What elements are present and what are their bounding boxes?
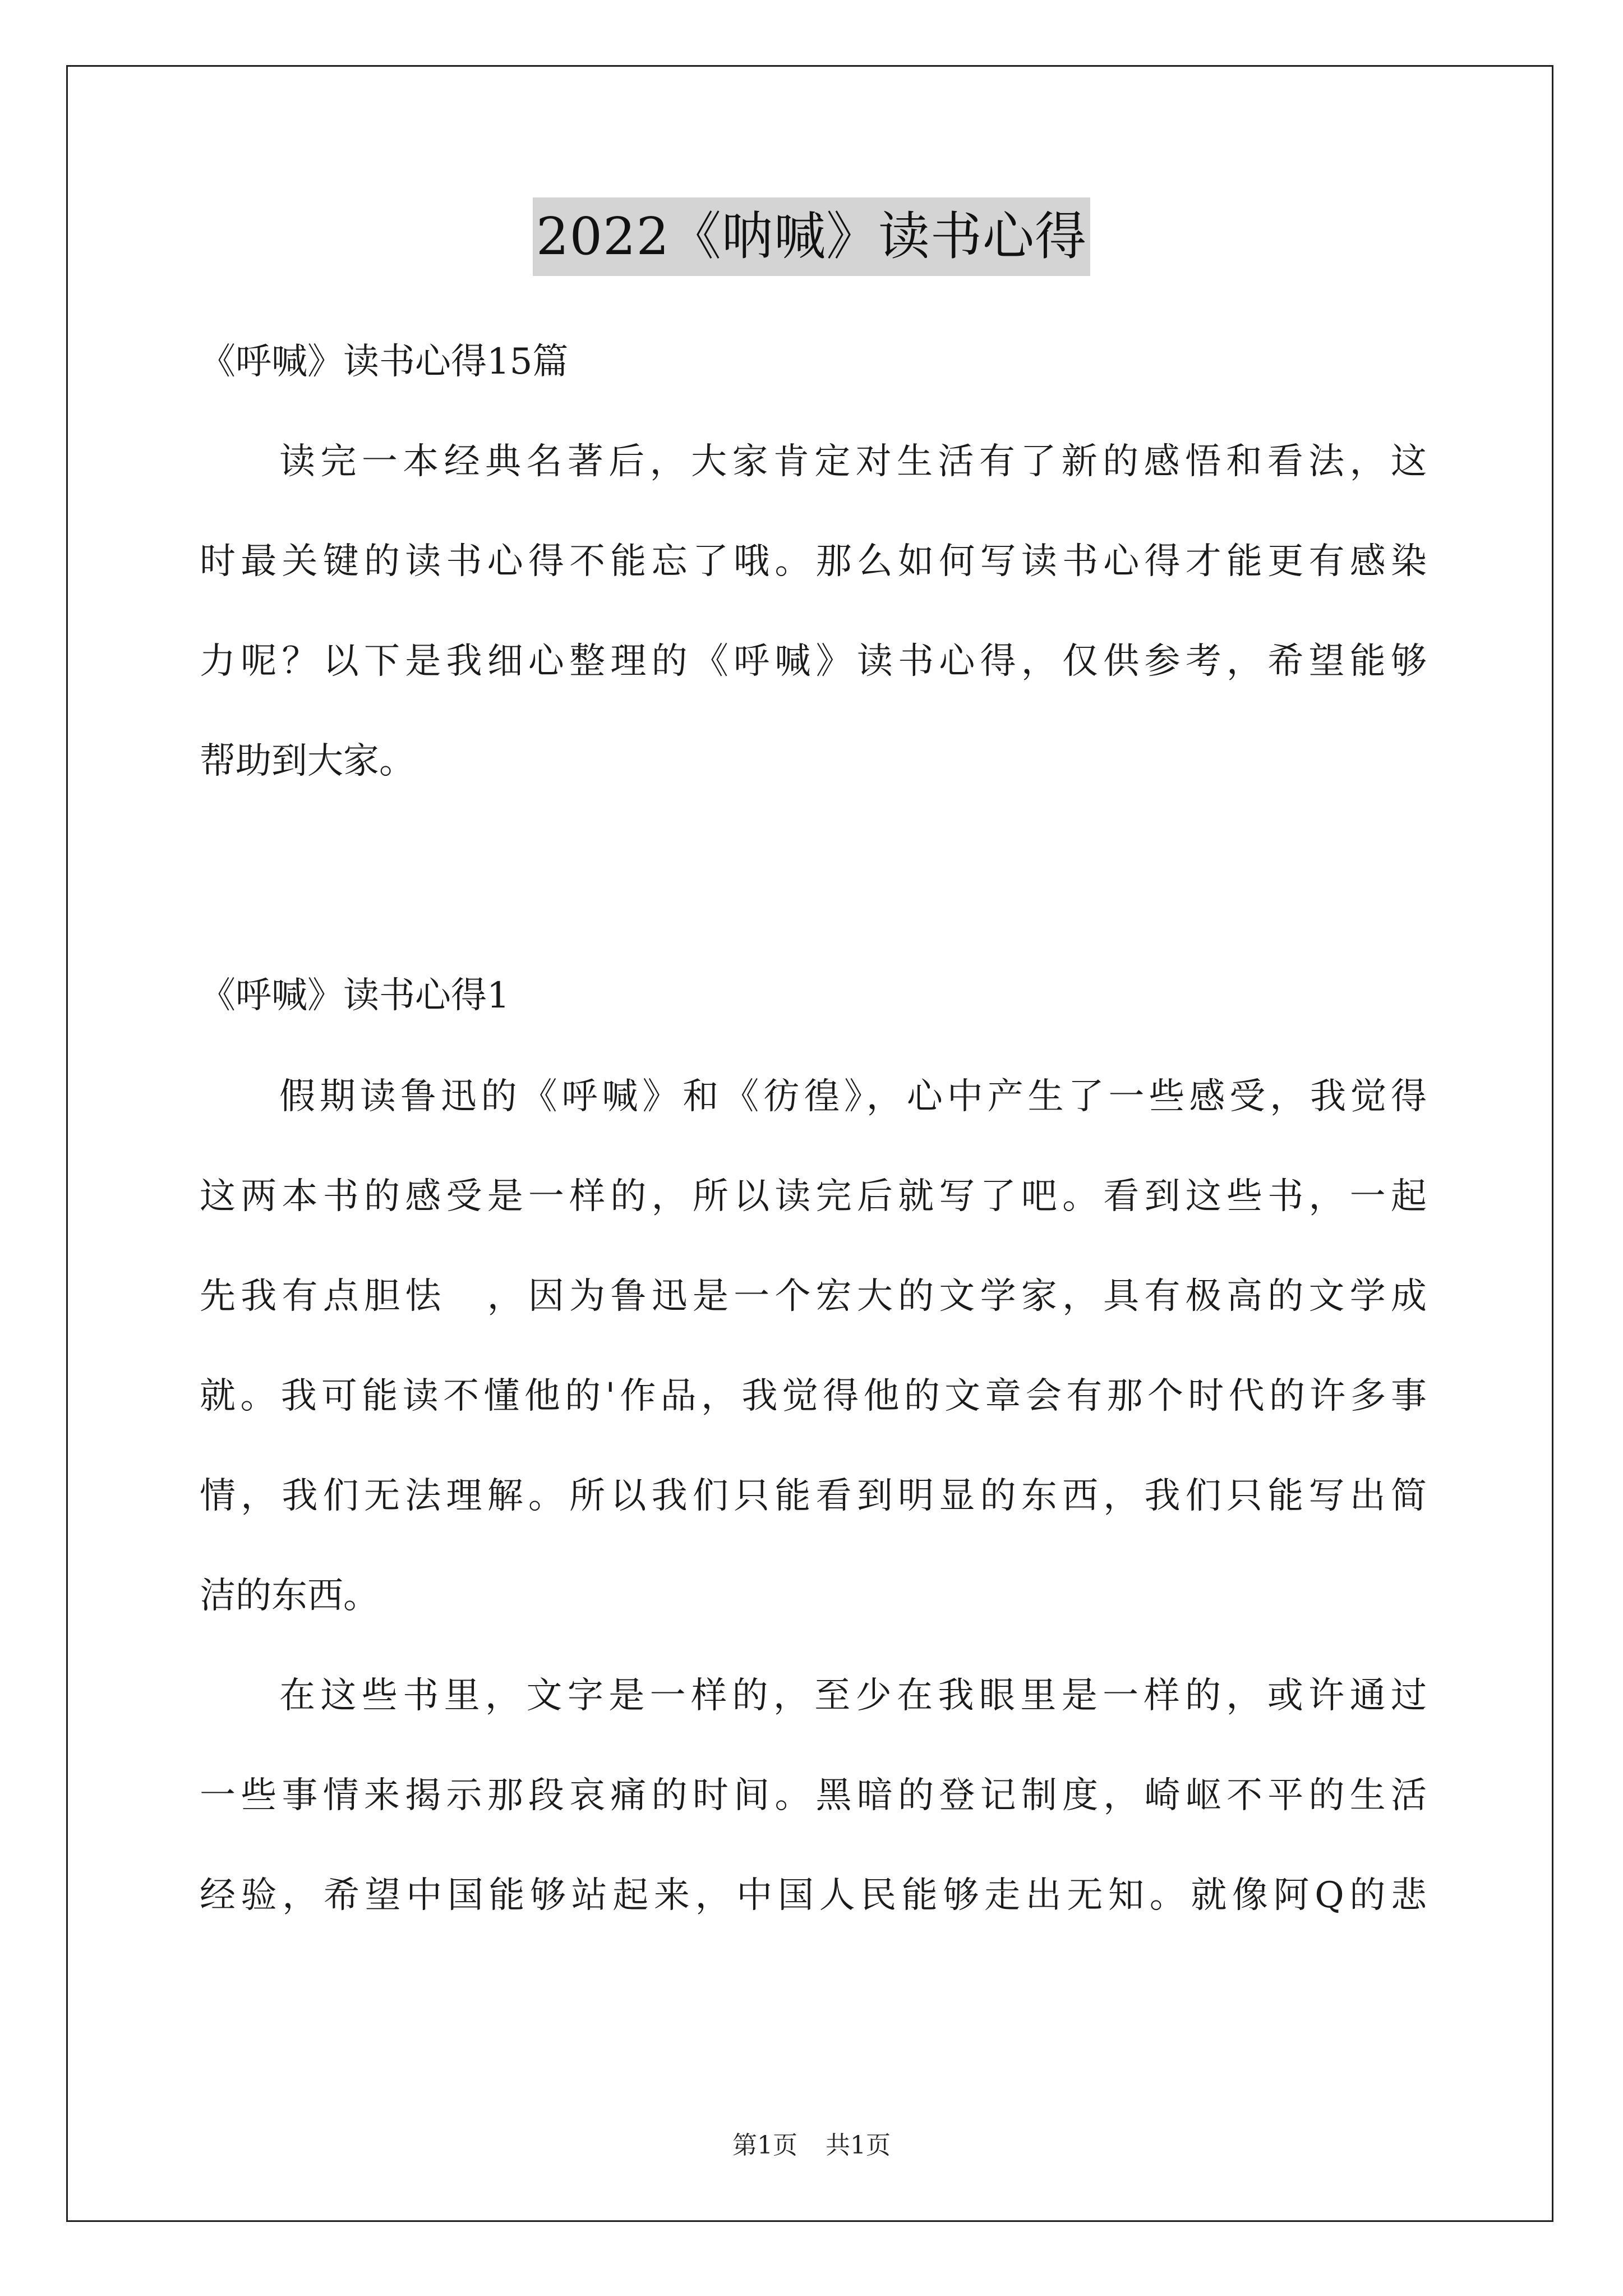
document-title: 2022《呐喊》读书心得 (533, 197, 1090, 276)
paragraph-line: 这两本书的感受是一样的，所以读完后就写了吧。看到这些书，一起 (200, 1176, 1427, 1217)
paragraph-line: 经验，希望中国能够站起来，中国人民能够走出无知。就像阿Q的悲 (200, 1875, 1427, 1916)
intro-line: 力呢？以下是我细心整理的《呼喊》读书心得，仅供参考，希望能够 (200, 641, 1427, 682)
title-container (0, 197, 1623, 276)
paragraph-line: 一些事情来揭示那段哀痛的时间。黑暗的登记制度，崎岖不平的生活 (200, 1775, 1427, 1816)
intro-line: 帮助到大家。 (200, 740, 415, 782)
section1-paragraph-2 (200, 1671, 1427, 1921)
paragraph-line: 情，我们无法理解。所以我们只能看到明显的东西，我们只能写出简 (200, 1475, 1427, 1517)
intro-line: 读完一本经典名著后，大家肯定对生活有了新的感悟和看法，这 (279, 441, 1427, 482)
intro-paragraph (200, 436, 1427, 786)
page-total: 共1页 (826, 2131, 891, 2160)
collection-heading: 《呼喊》读书心得15篇 (200, 341, 569, 383)
paragraph-line: 在这些书里，文字是一样的，至少在我眼里是一样的，或许通过 (279, 1675, 1427, 1717)
page-footer (0, 2129, 1623, 2162)
section-heading: 《呼喊》读书心得1 (200, 975, 510, 1016)
paragraph-line: 假期读鲁迅的《呼喊》和《彷徨》，心中产生了一些感受，我觉得 (279, 1076, 1427, 1117)
paragraph-line: 先我有点胆怯 ，因为鲁迅是一个宏大的文学家，具有极高的文学成 (200, 1276, 1427, 1317)
collection-heading-block (200, 337, 1427, 387)
paragraph-line: 洁的东西。 (200, 1575, 379, 1617)
section1-paragraph-1 (200, 1071, 1427, 1621)
page-number: 第1页 (732, 2131, 797, 2160)
intro-line: 时最关键的读书心得不能忘了哦。那么如何写读书心得才能更有感染 (200, 541, 1427, 582)
section1-heading-block (200, 970, 1427, 1021)
paragraph-line: 就。我可能读不懂他的'作品，我觉得他的文章会有那个时代的许多事 (200, 1375, 1427, 1417)
